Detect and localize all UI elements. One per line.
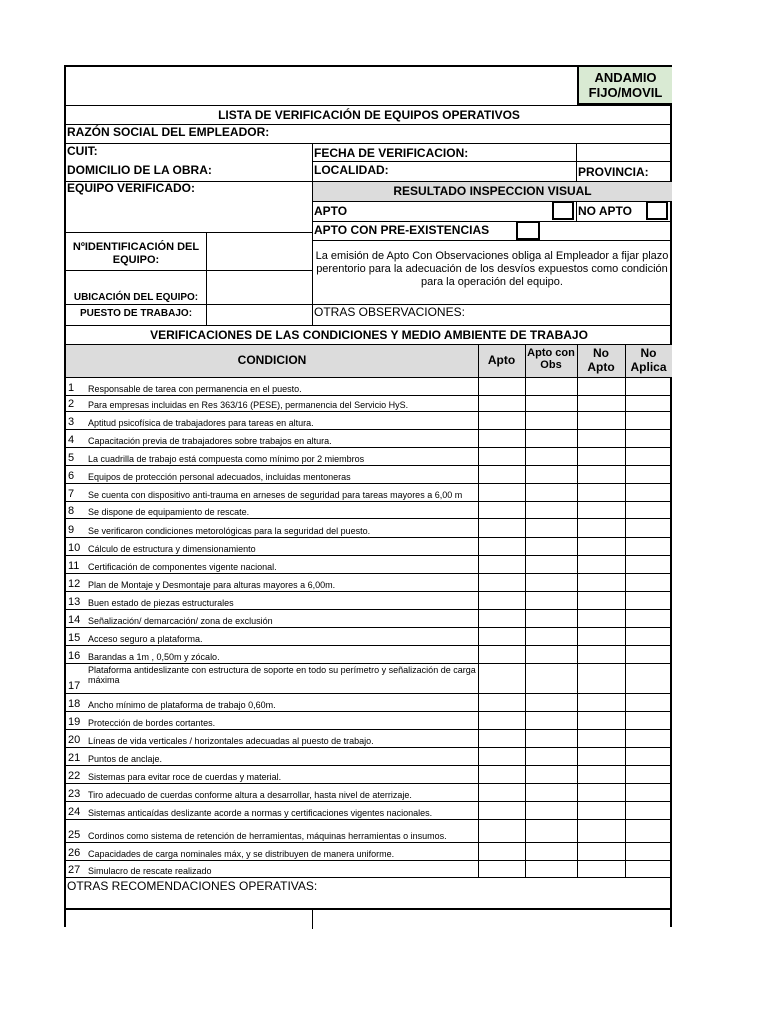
condition-row: [66, 448, 672, 466]
cell-no-aplica[interactable]: [626, 396, 672, 412]
condition-text: Para empresas incluidas en Res 363/16 (PESE), permanencia del Servicio HyS.: [88, 400, 409, 410]
condition-row: [66, 430, 672, 448]
cell-no-aplica[interactable]: [626, 628, 672, 646]
condition-number: 4: [68, 434, 75, 446]
cell-no-aplica[interactable]: [626, 766, 672, 784]
cell-no-aplica[interactable]: [626, 556, 672, 574]
cell-apto-obs[interactable]: [526, 628, 577, 646]
cell-no-apto[interactable]: [578, 502, 625, 519]
col-no-apto-line-2: Apto: [587, 360, 615, 374]
cell-no-apto[interactable]: [578, 592, 625, 610]
cell-apto[interactable]: [479, 748, 525, 766]
cell-apto[interactable]: [479, 430, 525, 448]
cell-no-apto[interactable]: [578, 538, 625, 556]
equipment-type-badge: [577, 67, 672, 105]
cell-apto[interactable]: [479, 861, 525, 878]
cell-apto[interactable]: [479, 766, 525, 784]
cuit-label[interactable]: CUIT:: [67, 144, 98, 158]
condition-text: Tiro adecuado de cuerdas conforme altura a desarrollar, hasta nivel de aterrizaje.: [88, 790, 412, 800]
cell-apto-obs[interactable]: [526, 861, 577, 878]
cell-no-aplica[interactable]: [626, 694, 672, 712]
cell-apto[interactable]: [479, 502, 525, 519]
cell-apto-obs[interactable]: [526, 574, 577, 592]
condition-row: [66, 466, 672, 484]
cell-no-apto[interactable]: [578, 484, 625, 502]
no-apto-label: NO APTO: [578, 204, 633, 218]
col-no-apto-line-1: No: [593, 346, 609, 360]
condition-row: [66, 592, 672, 610]
condition-text: La cuadrilla de trabajo está compuesta como mínimo por 2 miembros: [88, 454, 365, 464]
condition-row: [66, 820, 672, 843]
condition-text: Cordinos como sistema de retención de herramientas, máquinas herramientas o insumos.: [88, 831, 447, 841]
condition-text: Capacidades de carga nominales máx, y se distribuyen de manera uniforme.: [88, 849, 395, 859]
cell-no-apto[interactable]: [578, 610, 625, 628]
cell-apto-obs[interactable]: [526, 412, 577, 430]
cell-no-apto[interactable]: [578, 628, 625, 646]
cell-apto[interactable]: [479, 592, 525, 610]
cell-no-aplica[interactable]: [626, 592, 672, 610]
cell-no-aplica[interactable]: [626, 646, 672, 664]
condition-row: [66, 730, 672, 748]
cell-apto[interactable]: [479, 412, 525, 430]
cell-no-aplica[interactable]: [626, 730, 672, 748]
cell-no-aplica[interactable]: [626, 748, 672, 766]
cell-no-apto[interactable]: [578, 748, 625, 766]
condition-number: 8: [68, 505, 75, 517]
cell-no-aplica[interactable]: [626, 664, 672, 694]
condition-row: [66, 519, 672, 538]
razon-social-label[interactable]: RAZÓN SOCIAL DEL EMPLEADOR:: [67, 125, 270, 139]
cell-apto-obs[interactable]: [526, 519, 577, 538]
condition-row: [66, 766, 672, 784]
cell-no-aplica[interactable]: [626, 712, 672, 730]
cell-no-aplica[interactable]: [626, 430, 672, 448]
identificacion-label: [66, 241, 206, 267]
condition-row: [66, 574, 672, 592]
condition-row: [66, 502, 672, 519]
condition-number: 17: [68, 680, 81, 692]
condition-row: [66, 694, 672, 712]
condition-row: [66, 646, 672, 664]
cell-apto[interactable]: [479, 396, 525, 412]
condition-row: [66, 556, 672, 574]
condition-text: Protección de bordes cortantes.: [88, 718, 216, 728]
cell-apto[interactable]: [479, 484, 525, 502]
cell-no-apto[interactable]: [578, 377, 625, 396]
condition-text: Sistemas anticaídas deslizante acorde a normas y certificaciones vigentes nacionales.: [88, 808, 433, 818]
pre-existencias-label: APTO CON PRE-EXISTENCIAS: [314, 223, 490, 237]
condition-row: [66, 784, 672, 802]
checklist-sheet: [64, 65, 672, 927]
condition-text: Equipos de protección personal adecuados, incluidas mentoneras: [88, 472, 351, 482]
condition-row: [66, 712, 672, 730]
cell-apto[interactable]: [479, 466, 525, 484]
cell-no-apto[interactable]: [578, 396, 625, 412]
condition-row: [66, 610, 672, 628]
cell-no-apto[interactable]: [578, 820, 625, 843]
condition-text: Buen estado de piezas estructurales: [88, 598, 234, 608]
cell-apto[interactable]: [479, 820, 525, 843]
pre-existencias-checkbox[interactable]: [516, 221, 540, 240]
condition-number: 27: [68, 864, 81, 876]
cell-apto-obs[interactable]: [526, 592, 577, 610]
cell-no-apto[interactable]: [578, 766, 625, 784]
badge-line-2: FIJO/MOVIL: [588, 85, 663, 100]
cell-apto-obs[interactable]: [526, 538, 577, 556]
condition-number: 11: [68, 560, 80, 572]
badge-line-1: ANDAMIO: [594, 70, 657, 85]
cell-apto-obs[interactable]: [526, 484, 577, 502]
condition-row: [66, 412, 672, 430]
condition-text: Se cuenta con dispositivo anti-trauma en arneses de seguridad para tareas mayores a 6,00 m: [88, 490, 463, 500]
cell-apto[interactable]: [479, 628, 525, 646]
cell-apto-obs[interactable]: [526, 664, 577, 694]
cell-apto[interactable]: [479, 574, 525, 592]
condition-text: Se dispone de equipamiento de rescate.: [88, 507, 250, 517]
condition-text: Simulacro de rescate realizado: [88, 866, 212, 876]
otras-recomendaciones-label[interactable]: OTRAS RECOMENDACIONES OPERATIVAS:: [67, 879, 318, 893]
cell-apto[interactable]: [479, 610, 525, 628]
cell-apto[interactable]: [479, 646, 525, 664]
condition-row: [66, 861, 672, 878]
condition-text: Plataforma antideslizante con estructura de soporte en todo su perímetro y señalización de carga máxima: [88, 665, 476, 685]
cell-apto[interactable]: [479, 730, 525, 748]
condition-row: [66, 843, 672, 861]
cell-apto-obs[interactable]: [526, 646, 577, 664]
condition-row: [66, 396, 672, 412]
cell-apto[interactable]: [479, 843, 525, 861]
cell-apto-obs[interactable]: [526, 784, 577, 802]
cell-no-apto[interactable]: [578, 556, 625, 574]
cell-no-apto[interactable]: [578, 712, 625, 730]
cell-no-aplica[interactable]: [626, 448, 672, 466]
cell-apto-obs[interactable]: [526, 766, 577, 784]
col-no-apto-header: [577, 346, 625, 374]
cell-apto[interactable]: [479, 377, 525, 396]
col-apto-obs-line-2: Obs: [540, 359, 562, 371]
cell-apto[interactable]: [479, 784, 525, 802]
condition-number: 25: [68, 829, 81, 841]
col-apto-header: Apto: [487, 353, 516, 367]
cell-no-apto[interactable]: [578, 466, 625, 484]
cell-no-aplica[interactable]: [626, 377, 672, 396]
section-title: VERIFICACIONES DE LAS CONDICIONES Y MEDIO AMBIENTE DE TRABAJO: [150, 328, 588, 342]
cell-apto-obs[interactable]: [526, 748, 577, 766]
col-no-aplica-line-2: Aplica: [630, 360, 667, 374]
cell-apto-obs[interactable]: [526, 466, 577, 484]
cell-no-apto[interactable]: [578, 784, 625, 802]
cell-apto-obs[interactable]: [526, 843, 577, 861]
condition-number: 2: [68, 398, 75, 410]
condition-number: 23: [68, 788, 81, 800]
cell-apto[interactable]: [479, 664, 525, 694]
cell-no-aplica[interactable]: [626, 574, 672, 592]
cell-no-apto[interactable]: [578, 430, 625, 448]
condition-number: 20: [68, 734, 81, 746]
condition-text: Capacitación previa de trabajadores sobre trabajos en altura.: [88, 436, 332, 446]
cell-no-aplica[interactable]: [626, 412, 672, 430]
condition-text: Señalización/ demarcación/ zona de exclusión: [88, 616, 273, 626]
cell-no-apto[interactable]: [578, 843, 625, 861]
condition-number: 7: [68, 488, 75, 500]
cell-no-apto[interactable]: [578, 574, 625, 592]
condition-number: 6: [68, 470, 75, 482]
condition-number: 18: [68, 698, 81, 710]
condition-text: Certificación de componentes vigente nacional.: [88, 562, 277, 572]
condition-number: 9: [68, 524, 75, 536]
document-title: LISTA DE VERIFICACIÓN DE EQUIPOS OPERATIVOS: [218, 108, 520, 122]
col-no-aplica-line-1: No: [640, 346, 657, 360]
cell-apto[interactable]: [479, 556, 525, 574]
condition-number: 10: [68, 542, 81, 554]
cell-apto-obs[interactable]: [526, 694, 577, 712]
condition-number: 21: [68, 752, 81, 764]
cell-apto-obs[interactable]: [526, 730, 577, 748]
apto-label: APTO: [314, 204, 348, 218]
cell-no-aplica[interactable]: [626, 784, 672, 802]
cell-apto-obs[interactable]: [526, 802, 577, 820]
cell-apto[interactable]: [479, 519, 525, 538]
cell-apto-obs[interactable]: [526, 820, 577, 843]
condition-number: 5: [68, 452, 75, 464]
localidad-label[interactable]: LOCALIDAD:: [314, 163, 389, 177]
cell-no-apto[interactable]: [578, 802, 625, 820]
otras-observaciones-label[interactable]: OTRAS OBSERVACIONES:: [314, 305, 465, 319]
condition-text: Puntos de anclaje.: [88, 754, 163, 764]
cell-no-apto[interactable]: [578, 664, 625, 694]
cell-apto-obs[interactable]: [526, 610, 577, 628]
condition-text: Acceso seguro a plataforma.: [88, 634, 203, 644]
condition-row: [66, 664, 672, 694]
condition-number: 1: [68, 382, 75, 394]
cell-apto-obs[interactable]: [526, 712, 577, 730]
no-apto-checkbox[interactable]: [646, 201, 668, 220]
cell-no-aplica[interactable]: [626, 502, 672, 519]
cell-no-aplica[interactable]: [626, 484, 672, 502]
cell-no-apto[interactable]: [578, 448, 625, 466]
cell-no-apto[interactable]: [578, 730, 625, 748]
condition-row: [66, 802, 672, 820]
condition-number: 26: [68, 847, 81, 859]
cell-apto[interactable]: [479, 448, 525, 466]
col-condicion-header: CONDICION: [237, 353, 307, 367]
inspection-header-label: RESULTADO INSPECCION VISUAL: [393, 184, 592, 198]
condition-text: Sistemas para evitar roce de cuerdas y material.: [88, 772, 282, 782]
condition-number: 24: [68, 806, 81, 818]
cell-no-aplica[interactable]: [626, 861, 672, 878]
apto-checkbox[interactable]: [552, 201, 574, 220]
cell-no-aplica[interactable]: [626, 802, 672, 820]
cell-no-aplica[interactable]: [626, 610, 672, 628]
condition-row: [66, 538, 672, 556]
condition-text: Aptitud psicofísica de trabajadores para tareas en altura.: [88, 418, 314, 428]
cell-no-apto[interactable]: [578, 519, 625, 538]
domicilio-label[interactable]: DOMICILIO DE LA OBRA:: [67, 163, 212, 177]
condition-text: Ancho mínimo de plataforma de trabajo 0,60m.: [88, 700, 276, 710]
identificacion-line-2: EQUIPO:: [112, 254, 160, 266]
condition-text: Plan de Montaje y Desmontaje para alturas mayores a 6,00m.: [88, 580, 336, 590]
condition-number: 3: [68, 416, 75, 428]
cell-apto-obs[interactable]: [526, 502, 577, 519]
cell-apto[interactable]: [479, 538, 525, 556]
condition-text: Responsable de tarea con permanencia en el puesto.: [88, 384, 302, 394]
cell-no-aplica[interactable]: [626, 820, 672, 843]
equipo-label[interactable]: EQUIPO VERIFICADO:: [67, 181, 196, 195]
cell-no-aplica[interactable]: [626, 466, 672, 484]
identificacion-line-1: NºIDENTIFICACIÓN DEL: [72, 241, 200, 253]
cell-apto-obs[interactable]: [526, 430, 577, 448]
provincia-label[interactable]: PROVINCIA:: [578, 165, 649, 179]
puesto-label: PUESTO DE TRABAJO:: [79, 308, 193, 319]
condition-row: [66, 377, 672, 396]
col-apto-obs-header: [525, 347, 577, 371]
cell-apto[interactable]: [479, 694, 525, 712]
condition-text: Cálculo de estructura y dimensionamiento: [88, 544, 256, 554]
fecha-label[interactable]: FECHA DE VERIFICACION:: [314, 146, 469, 160]
cell-no-aplica[interactable]: [626, 538, 672, 556]
condition-row: [66, 628, 672, 646]
col-apto-obs-line-1: Apto con: [527, 347, 575, 359]
cell-no-apto[interactable]: [578, 646, 625, 664]
condition-row: [66, 748, 672, 766]
condition-number: 13: [68, 596, 81, 608]
cell-apto[interactable]: [479, 802, 525, 820]
condition-text: Líneas de vida verticales / horizontales adecuadas al puesto de trabajo.: [88, 736, 374, 746]
cell-no-aplica[interactable]: [626, 519, 672, 538]
condition-number: 12: [68, 578, 81, 590]
col-no-aplica-header: [625, 346, 672, 374]
cell-no-aplica[interactable]: [626, 843, 672, 861]
cell-apto-obs[interactable]: [526, 396, 577, 412]
ubicacion-label: UBICACIÓN DEL EQUIPO:: [73, 292, 199, 303]
condition-row: [66, 484, 672, 502]
cell-apto-obs[interactable]: [526, 448, 577, 466]
apto-obs-note: La emisión de Apto Con Observaciones obliga al Empleador a fijar plazo perentorio para la adecuación de los desvíos expuestos como condición para la operación del equipo.: [315, 250, 669, 288]
condition-number: 16: [68, 650, 81, 662]
condition-number: 14: [68, 614, 81, 626]
condition-text: Se verificaron condiciones metorológicas para la seguridad del puesto.: [88, 526, 371, 536]
cell-apto-obs[interactable]: [526, 556, 577, 574]
condition-number: 19: [68, 716, 81, 728]
condition-number: 22: [68, 770, 81, 782]
cell-no-apto[interactable]: [578, 861, 625, 878]
cell-apto-obs[interactable]: [526, 377, 577, 396]
cell-apto[interactable]: [479, 712, 525, 730]
cell-no-apto[interactable]: [578, 694, 625, 712]
condition-text: Barandas a 1m , 0,50m y zócalo.: [88, 652, 220, 662]
cell-no-apto[interactable]: [578, 412, 625, 430]
condition-number: 15: [68, 632, 81, 644]
